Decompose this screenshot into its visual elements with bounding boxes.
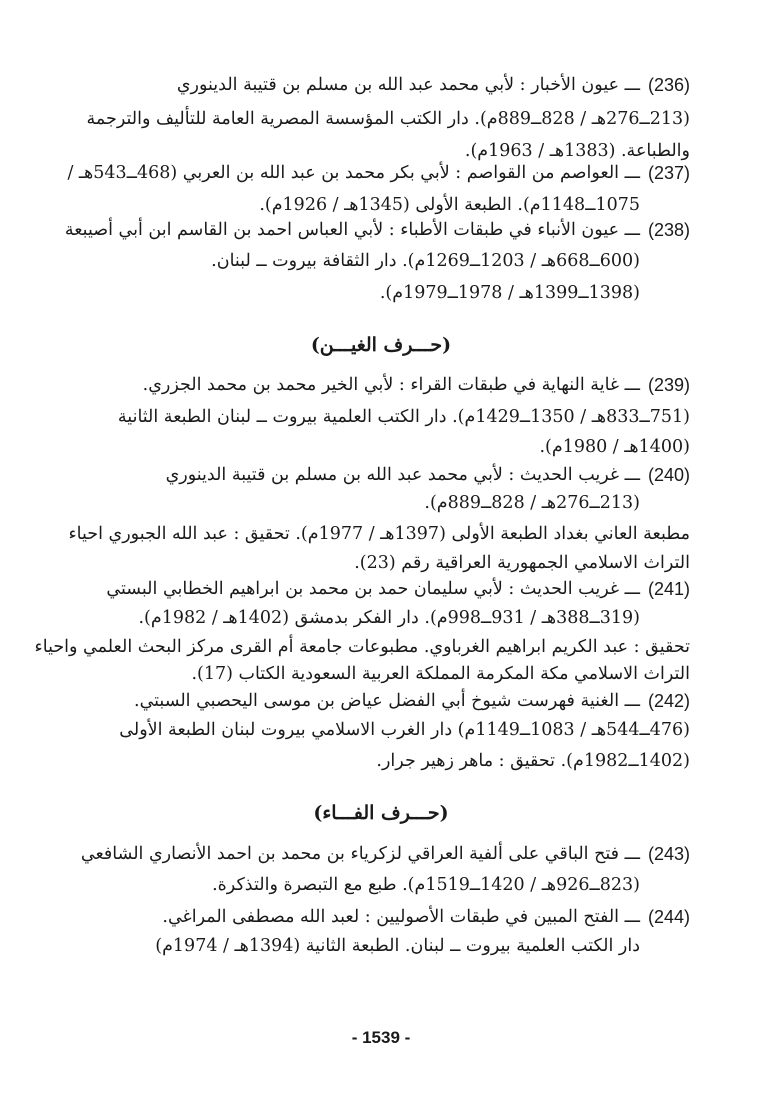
entry-number: (242) — [647, 691, 690, 711]
entry-236 — [0, 69, 762, 101]
entry-241 — [0, 573, 762, 605]
entry-text: ـــ الفتح المبين في طبقات الأصوليين : لعبد الله مصطفى المراغي. — [162, 907, 640, 927]
entry-text: (823ــ926هـ / 1420ــ1519م). طبع مع التبصرة والتذكرة. — [212, 875, 640, 895]
entry-text: ـــ فتح الباقي على ألفية العراقي لزكرياء بن محمد بن احمد الأنصاري الشافعي — [80, 844, 640, 864]
entry-text: (213ــ276هـ / 828ــ889م). دار الكتب المؤسسة المصرية العامة للتأليف والترجمة — [86, 109, 690, 129]
entry-236-line-2 — [0, 103, 762, 135]
entry-242 — [0, 685, 762, 717]
entry-text: التراث الاسلامي مكة المكرمة المملكة العربية السعودية الكتاب (17). — [191, 664, 690, 684]
section-heading-fa: (حـــرف الفـــاء) — [313, 802, 449, 824]
entry-text: ـــ عيون الأنباء في طبقات الأطباء : لأبي العباس احمد بن القاسم ابن أبي أصيبعة — [64, 220, 640, 240]
entry-239 — [0, 369, 762, 401]
entry-text: (1400هـ / 1980م). — [539, 437, 690, 457]
entry-text: ـــ غاية النهاية في طبقات القراء : لأبي الخير محمد بن محمد الجزري. — [142, 375, 640, 395]
entry-237 — [0, 157, 762, 189]
entry-number: (244) — [647, 907, 690, 927]
entry-243-line-2 — [0, 869, 762, 901]
entry-238 — [0, 214, 762, 246]
entry-241-line-2 — [0, 602, 762, 634]
entry-text: والطباعة. (1383هـ / 1963م). — [464, 141, 690, 161]
entry-243 — [0, 838, 762, 870]
entry-text: (213ــ276هـ / 828ــ889م). — [424, 493, 640, 513]
entry-244-line-2 — [0, 930, 762, 962]
entry-240-line-3 — [0, 518, 762, 550]
entry-text: التراث الاسلامي الجمهورية العراقية رقم (23). — [354, 553, 690, 573]
section-heading-ghain: (حـــرف الغيـــن) — [310, 334, 452, 356]
entry-242-line-2 — [0, 714, 762, 746]
entry-number: (243) — [647, 844, 690, 864]
entry-text: ـــ غريب الحديث : لأبي محمد عبد الله بن مسلم بن قتيبة الدينوري — [165, 465, 640, 485]
entry-238-line-2 — [0, 245, 762, 277]
entry-text: (600ــ668هـ / 1203ــ1269م). دار الثقافة بيروت ــ لبنان. — [211, 251, 640, 271]
entry-text: 1075ــ1148م). الطبعة الأولى (1345هـ / 1926م). — [259, 195, 640, 215]
entry-text: (319ــ388هـ / 931ــ998م). دار الفكر بدمشق (1402هـ / 1982م). — [138, 608, 640, 628]
entry-number: (239) — [647, 375, 690, 395]
entry-239-line-2 — [0, 401, 762, 433]
entry-240-line-2 — [0, 487, 762, 519]
entry-text: تحقيق : عبد الكريم ابراهيم الغرباوي. مطبوعات جامعة أم القرى مركز البحث العلمي واحياء — [34, 637, 690, 657]
entry-text: (1402ــ1982م). تحقيق : ماهر زهير جرار. — [376, 751, 690, 771]
entry-number: (238) — [647, 220, 690, 240]
entry-number: (241) — [647, 579, 690, 599]
page-number: - 1539 - — [351, 1028, 411, 1047]
entry-number: (237) — [647, 163, 690, 183]
entry-text: ـــ العواصم من القواصم : لأبي بكر محمد بن عبد الله بن العربي (468ــ543هـ / — [67, 163, 640, 183]
entry-242-line-3 — [0, 745, 762, 777]
entry-text: مطبعة العاني بغداد الطبعة الأولى (1397هـ / 1977م). تحقيق : عبد الله الجبوري احياء — [68, 524, 690, 544]
entry-238-line-3 — [0, 277, 762, 309]
entry-text: ـــ غريب الحديث : لأبي سليمان حمد بن محمد بن ابراهيم الخطابي البستي — [106, 579, 640, 599]
entry-text: (476ــ544هـ / 1083ــ1149م) دار الغرب الاسلامي بيروت لبنان الطبعة الأولى — [119, 720, 690, 740]
entry-text: (1398ــ1399هـ / 1978ــ1979م). — [379, 283, 640, 303]
entry-244 — [0, 901, 762, 933]
entry-number: (236) — [647, 75, 690, 95]
entry-number: (240) — [647, 465, 690, 485]
entry-text: (751ــ833هـ / 1350ــ1429م). دار الكتب العلمية بيروت ــ لبنان الطبعة الثانية — [117, 407, 690, 427]
entry-text: دار الكتب العلمية بيروت ــ لبنان. الطبعة الثانية (1394هـ / 1974م) — [155, 936, 640, 956]
entry-text: ـــ الغنية فهرست شيوخ أبي الفضل عياض بن موسى اليحصبي السبتي. — [134, 691, 640, 711]
entry-text: ـــ عيون الأخبار : لأبي محمد عبد الله بن مسلم بن قتيبة الدينوري — [176, 75, 640, 95]
